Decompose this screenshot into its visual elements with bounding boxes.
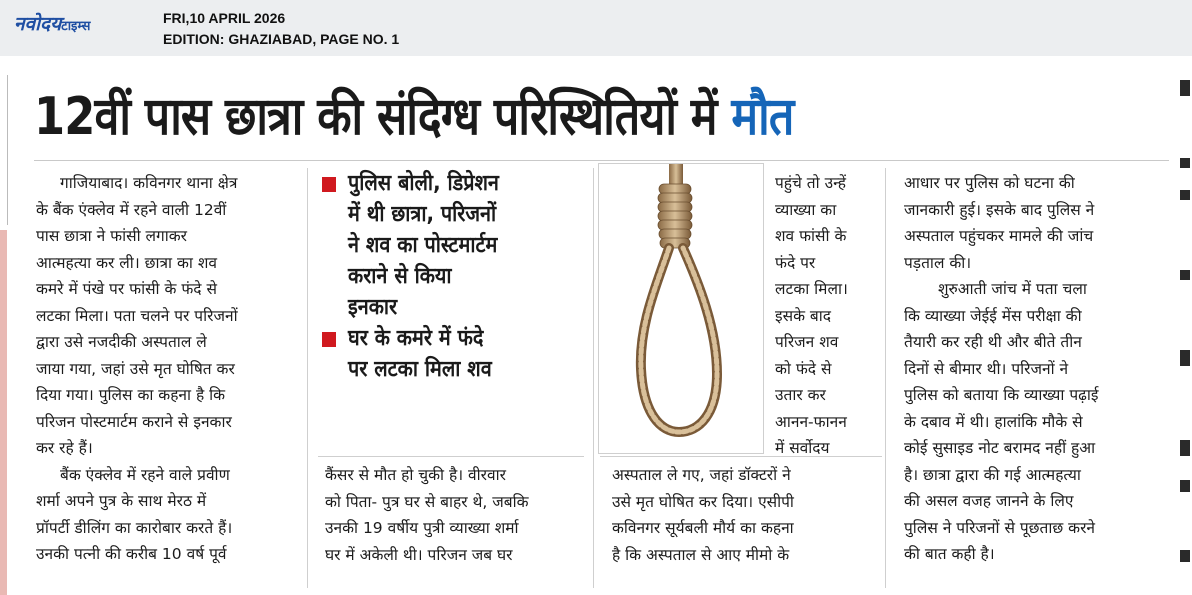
text-line: द्वारा उसे नजदीकी अस्पताल ले — [36, 333, 207, 351]
text-line: अस्पताल पहुंचकर मामले की जांच — [904, 227, 1094, 245]
text-line: है कि अस्पताल से आए मीमो के — [612, 545, 790, 564]
edition-info — [163, 8, 399, 50]
date-line: FRI,10 APRIL 2026 — [163, 10, 286, 26]
highlight-line: इनकार — [348, 295, 398, 320]
text-line: पास छात्रा ने फांसी लगाकर — [36, 227, 188, 245]
noose-rope-icon — [599, 164, 763, 453]
text-line: कि व्याख्या जेईई मेंस परीक्षा की — [904, 306, 1082, 325]
article-column-4 — [904, 170, 1166, 568]
text-line: की बात कही है। — [904, 545, 995, 563]
column-divider — [307, 168, 308, 588]
text-line: परिजन पोस्टमार्टम कराने से इनकार — [36, 412, 232, 431]
text-line: शव फांसी के — [775, 227, 847, 245]
text-line: उसे मृत घोषित कर दिया। एसीपी — [612, 492, 794, 511]
bullet-square-icon — [322, 332, 336, 347]
text-line: शर्मा अपने पुत्र के साथ मेरठ में — [36, 492, 207, 510]
text-line: कैंसर से मौत हो चुकी है। वीरवार — [325, 466, 506, 484]
text-line: आधार पर पुलिस को घटना की — [904, 174, 1075, 192]
text-line: कविनगर सूर्यबली मौर्य का कहना — [612, 519, 794, 537]
text-line: तैयारी कर रही थी और बीते तीन — [904, 333, 1082, 351]
text-line: पुलिस को बताया कि व्याख्या पढ़ाई — [904, 386, 1099, 404]
text-line: बैंक एंक्लेव में रहने वाले प्रवीण — [60, 465, 230, 484]
text-line: लटका मिला। — [775, 280, 848, 298]
article-column-1 — [36, 170, 298, 568]
text-line: आत्महत्या कर ली। छात्रा का शव — [36, 253, 217, 272]
text-line: पहुंचे तो उन्हें — [775, 174, 846, 192]
highlight-line: पुलिस बोली, डिप्रेशन — [348, 171, 499, 196]
text-line: दिया गया। पुलिस का कहना है कि — [36, 386, 226, 404]
text-line: पड़ताल की। — [904, 253, 972, 272]
text-line: घर में अकेली थी। परिजन जब घर — [325, 545, 513, 564]
text-line: उनकी पत्नी की करीब 10 वर्ष पूर्व — [36, 545, 227, 563]
text-line: शुरुआती जांच में पता चला — [938, 280, 1087, 298]
highlight-item — [322, 168, 584, 323]
adjacent-article-edge — [1178, 80, 1192, 595]
text-line: पुलिस ने परिजनों से पूछताछ करने — [904, 518, 1096, 537]
highlight-line: घर के कमरे में फंदे — [348, 326, 484, 351]
article-photo — [598, 163, 764, 454]
column-divider — [885, 168, 886, 588]
text-line: अस्पताल ले गए, जहां डॉक्टरों ने — [612, 466, 791, 484]
headline-rule — [34, 160, 1169, 161]
text-line: के दबाव में थी। हालांकि मौके से — [904, 412, 1083, 431]
text-line: कोई सुसाइड नोट बरामद नहीं हुआ — [904, 439, 1096, 457]
text-line: लटका मिला। पता चलने पर परिजनों — [36, 306, 238, 325]
text-line: फंदे पर — [775, 253, 816, 272]
highlight-line: पर लटका मिला शव — [348, 357, 492, 382]
text-line: गाजियाबाद। कविनगर थाना क्षेत्र — [60, 174, 238, 192]
highlight-item — [322, 323, 584, 385]
highlights-box — [322, 168, 584, 385]
left-edge-accent — [0, 230, 7, 595]
article-column-2-lower — [325, 462, 580, 568]
article-column-3 — [775, 170, 875, 462]
text-line: की असल वजह जानने के लिए — [904, 492, 1074, 510]
text-line: में सर्वोदय — [775, 439, 830, 457]
logo-main: नवोदय — [14, 13, 62, 35]
text-line: को फंदे से — [775, 359, 832, 378]
bullet-square-icon — [322, 177, 336, 192]
text-line: जानकारी हुई। इसके बाद पुलिस ने — [904, 200, 1095, 219]
column-divider — [593, 168, 594, 588]
headline-text: 12वीं पास छात्रा की संदिग्ध परिस्थितियों में — [34, 87, 717, 147]
headline — [34, 78, 1006, 158]
text-line: कर रहे हैं। — [36, 439, 93, 457]
highlight-line: ने शव का पोस्टमार्टम — [348, 233, 498, 258]
text-line: है। छात्रा द्वारा की गई आत्महत्या — [904, 465, 1081, 484]
text-line: को पिता- पुत्र घर से बाहर थे, जबकि — [325, 492, 529, 511]
left-edge-strip — [0, 75, 8, 225]
text-line: उनकी 19 वर्षीय पुत्री व्याख्या शर्मा — [325, 519, 519, 537]
text-line: प्रॉपर्टी डीलिंग का कारोबार करते हैं। — [36, 518, 233, 537]
text-line: परिजन शव — [775, 333, 839, 351]
masthead-bar — [0, 0, 1192, 56]
section-divider — [318, 456, 584, 457]
newspaper-logo[interactable] — [14, 10, 91, 35]
edition-line: EDITION: GHAZIABAD, PAGE NO. 1 — [163, 31, 400, 47]
text-line: कमरे में पंखे पर फांसी के फंदे से — [36, 280, 217, 298]
highlight-line: कराने से किया — [348, 264, 452, 289]
article-column-3-lower — [612, 462, 874, 568]
text-line: उतार कर — [775, 386, 826, 404]
text-line: के बैंक एंक्लेव में रहने वाली 12वीं — [36, 200, 227, 219]
headline-accent: मौत — [731, 87, 794, 147]
logo-sub: टाइम्स — [61, 19, 91, 34]
text-line: इसके बाद — [775, 306, 832, 325]
text-line: व्याख्या का — [775, 200, 837, 219]
text-line: जाया गया, जहां उसे मृत घोषित कर — [36, 359, 235, 378]
text-line: दिनों से बीमार थी। परिजनों ने — [904, 359, 1069, 378]
text-line: आनन-फानन — [775, 412, 847, 431]
highlight-line: में थी छात्रा, परिजनों — [348, 202, 497, 227]
